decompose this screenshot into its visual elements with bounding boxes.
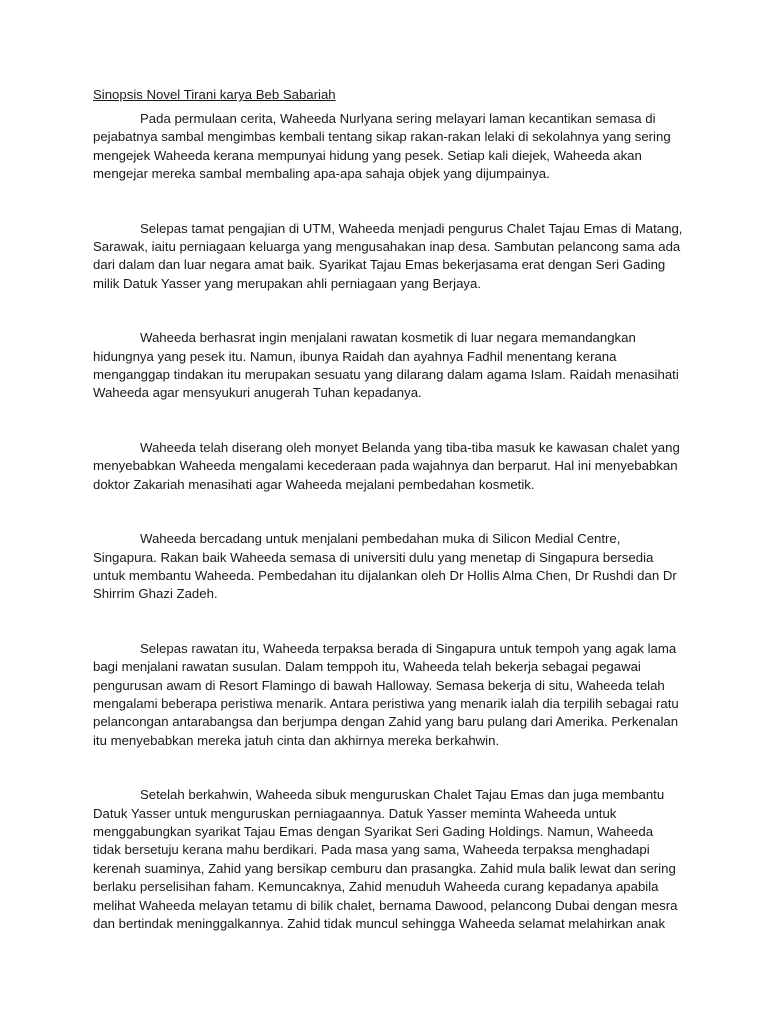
paragraph-7: Setelah berkahwin, Waheeda sibuk menguruskan Chalet Tajau Emas dan juga membantu Datuk Yasser untuk menguruskan perniagaannya. Datuk Yasser meminta Waheeda untuk menggabungkan syarikat Tajau Emas dengan Syarikat Seri Gading Holdings. Namun, Waheeda tidak bersetuju kerana mahu berdikari. Pada masa yang sama, Waheeda terpaksa menghadapi kerenah suaminya, Zahid yang bersikap cemburu dan prasangka. Zahid mula balik lewat dan sering berlaku perselisihan faham. Kemuncaknya, Zahid menuduh Waheeda curang kepadanya apabila melihat Waheeda melayan tetamu di bilik chalet, bernama Dawood, pelancong Dubai dengan mesra dan bertindak meninggalkannya. Zahid tidak muncul sehingga Waheeda selamat melahirkan anak (93, 787, 678, 931)
paragraph-3: Waheeda berhasrat ingin menjalani rawatan kosmetik di luar negara memandangkan hidungnya yang pesek itu. Namun, ibunya Raidah dan ayahnya Fadhil menentang kerana menganggap tindakan itu merupakan sesuatu yang dilarang dalam agama Islam. Raidah menasihati Waheeda agar mensyukuri anugerah Tuhan kepadanya. (93, 330, 679, 401)
document-body (93, 86, 683, 933)
paragraph-4: Waheeda telah diserang oleh monyet Belanda yang tiba-tiba masuk ke kawasan chalet yang menyebabkan Waheeda mengalami kecederaan pada wajahnya dan berparut. Hal ini menyebabkan doktor Zakariah menasihati agar Waheeda mejalani pembedahan kosmetik. (93, 439, 680, 492)
paragraph-2: Selepas tamat pengajian di UTM, Waheeda menjadi pengurus Chalet Tajau Emas di Matang, Sarawak, iaitu perniagaan keluarga yang mengusahakan inap desa. Sambutan pelancong sama ada dari dalam dan luar negara amat baik. Syarikat Tajau Emas bekerjasama erat dengan Seri Gading milik Datuk Yasser yang merupakan ahli perniagaan yang Berjaya. (93, 220, 683, 291)
paragraph-5: Waheeda bercadang untuk menjalani pembedahan muka di Silicon Medial Centre, Singapura. Rakan baik Waheeda semasa di universiti dulu yang menetap di Singapura bersedia untuk membantu Waheeda. Pembedahan itu dijalankan oleh Dr Hollis Alma Chen, Dr Rushdi dan Dr Shirrim Ghazi Zadeh. (93, 531, 677, 602)
paragraph-1: Pada permulaan cerita, Waheeda Nurlyana sering melayari laman kecantikan semasa di pejabatnya sambal mengimbas kembali tentang sikap rakan-rakan lelaki di sekolahnya yang sering mengejek Waheeda kerana mempunyai hidung yang pesek. Setiap kali diejek, Waheeda akan mengejar mereka sambal membaling apa-apa sahaja objek yang dijumpainya. (93, 111, 671, 182)
document-title: Sinopsis Novel Tirani karya Beb Sabariah (93, 87, 336, 102)
paragraph-6: Selepas rawatan itu, Waheeda terpaksa berada di Singapura untuk tempoh yang agak lama bagi menjalani rawatan susulan. Dalam temppoh itu, Waheeda telah bekerja sebagai pegawai pengurusan awam di Resort Flamingo di bawah Halloway. Semasa bekerja di situ, Waheeda telah mengalami beberapa peristiwa menarik. Antara peristiwa yang menarik ialah dia terpilih sebagai ratu pelancongan antarabangsa dan berjumpa dengan Zahid yang baru pulang dari Amerika. Perkenalan itu menyebabkan mereka jatuh cinta dan akhirnya mereka berkahwin. (93, 640, 679, 748)
